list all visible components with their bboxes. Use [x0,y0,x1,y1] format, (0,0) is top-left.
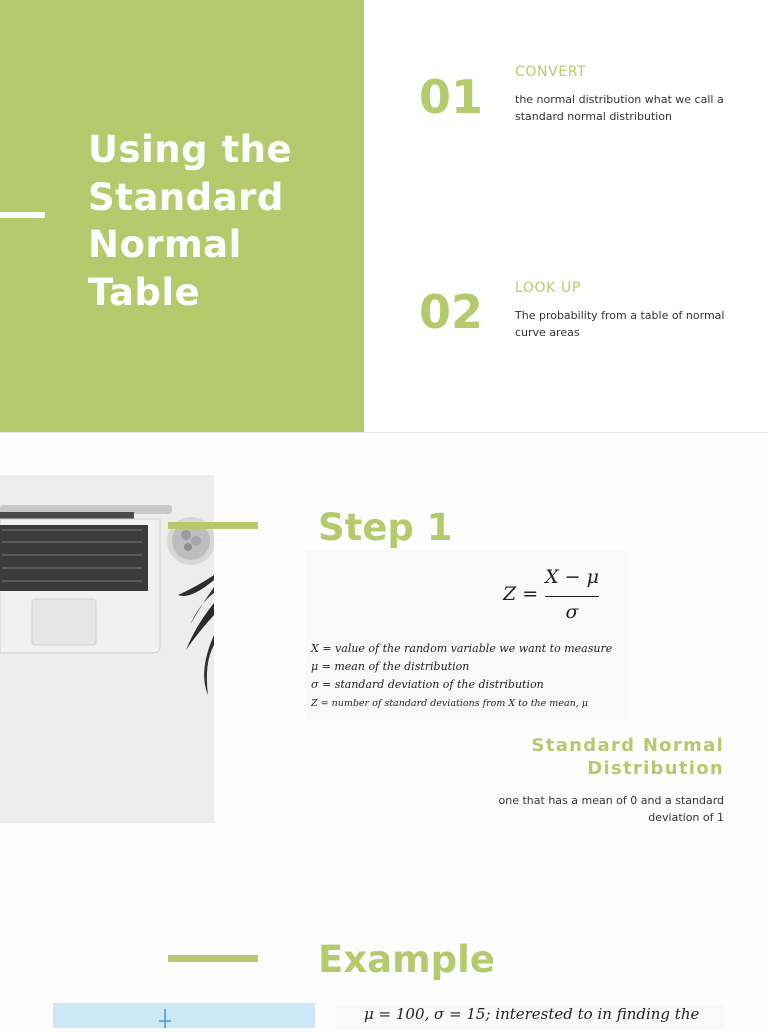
point-1-number: 01 [419,70,484,124]
step-title: Step 1 [318,506,453,549]
bell-curve-image [53,1003,315,1028]
slide-title: Using the Standard Normal Table [88,128,293,314]
example-accent-line [168,955,258,962]
definition-z: Z = number of standard deviations from X to the mean, μ [311,698,588,709]
z-score-formula [305,550,627,720]
point-2-description: The probability from a table of normal curve areas [515,309,725,339]
point-1-heading: CONVERT [515,64,587,80]
slide-example [0,868,768,1024]
definition-x: X = value of the random variable we want to measure [311,642,613,655]
example-formula: μ = 100, σ = 15; interested to in finding the [336,1005,724,1030]
formula-lhs: Z = [503,583,539,605]
step-accent-line [168,522,258,529]
title-accent-line [0,212,45,218]
point-1-description: the normal distribution what we call a standard normal distribution [515,93,724,123]
formula-numerator: X − μ [545,566,599,588]
example-title: Example [318,938,495,981]
point-2-number: 02 [419,285,484,339]
concept-description: one that has a mean of 0 and a standard deviation of 1 [498,794,724,824]
title-panel [0,0,364,432]
slide-step-1 [0,433,768,867]
definition-mu: μ = mean of the distribution [311,660,470,673]
slide-intro [0,0,768,433]
formula-denominator: σ [565,601,579,623]
definition-sigma: σ = standard deviation of the distribution [311,678,544,691]
concept-title: Standard Normal Distribution [531,735,724,779]
point-2-heading: LOOK UP [515,280,581,296]
fraction-bar [545,596,599,597]
curve-marker [53,1003,315,1028]
